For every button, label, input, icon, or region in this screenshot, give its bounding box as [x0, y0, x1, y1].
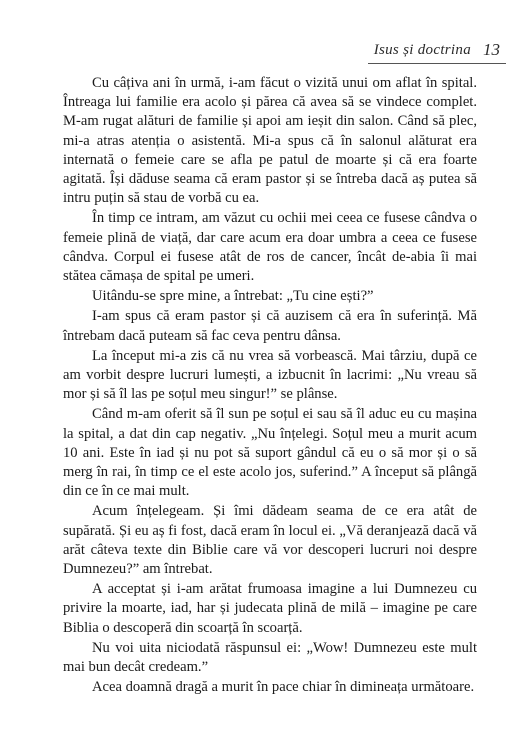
paragraph: Acum înțelegeam. Și îmi dădeam seama de ce era atât de supărată. Și eu aș fi fost, dacă eram în locul ei. „Vă deranjează dacă vă arăt câteva texte din Biblie care vă vor descoperi lucruri noi despre Dumnezeu?” am întrebat. — [63, 503, 477, 578]
body-text — [63, 74, 477, 699]
running-header-title: Isus și doctrina — [373, 41, 471, 58]
paragraph: Când m-am oferit să îl sun pe soțul ei sau să îl aduc eu cu mașina la spital, a dat din cap negativ. „Nu înțelegi. Soțul meu a murit acum 10 ani. Este în iad și nu pot să suport gândul că eu o să mor și o să merg în rai, în timp ce el este acolo jos, suferind.” A început să plângă din ce în ce mai mult. — [63, 406, 477, 500]
paragraph: În timp ce intram, am văzut cu ochii mei ceea ce fusese cândva o femeie plină de viață, dar care acum era doar umbra a ceea ce fusese cândva. Corpul ei fusese atât de ros de cancer, încât de-abia îi mai stătea cămașa de spital pe umeri. — [63, 210, 477, 285]
page-number: 13 — [483, 40, 500, 59]
header-rule — [368, 63, 506, 64]
paragraph: Uitându-se spre mine, a întrebat: „Tu cine ești?” — [92, 288, 374, 305]
running-header — [374, 40, 500, 60]
paragraph: Cu câțiva ani în urmă, i-am făcut o vizită unui om aflat în spital. Întreaga lui familie era acolo și părea că avea să se vindece complet. M-am rugat alături de familie și apoi am ieșit din salon. Când să plec, mi-a atras atenția o asistentă. Mi-a spus că în salonul alăturat era internată o femeie care se afla pe patul de moarte și că era foarte agitată. Își dăduse seama că eram pastor și se întreba dacă aș putea să intru puțin să stau de vorbă cu ea. — [63, 75, 477, 207]
paragraph: I-am spus că eram pastor și că auzisem că era în suferință. Mă întrebam dacă puteam să fac ceva pentru dânsa. — [63, 308, 477, 344]
paragraph: Nu voi uita niciodată răspunsul ei: „Wow! Dumnezeu este mult mai bun decât credeam.” — [63, 639, 477, 676]
paragraph: Acea doamnă dragă a murit în pace chiar în dimineața următoare. — [92, 679, 475, 696]
paragraph: La început mi-a zis că nu vrea să vorbească. Mai târziu, după ce am vorbit despre lucruri lumești, a izbucnit în lacrimi: „Nu vreau să mor și să îl las pe soțul meu singur!” se plânse. — [63, 347, 477, 403]
paragraph: A acceptat și i-am arătat frumoasa imagine a lui Dumnezeu cu privire la moarte, iad, har și judecata plină de milă – imagine pe care Biblia o descoperă din scoarță în scoarță. — [63, 581, 477, 636]
